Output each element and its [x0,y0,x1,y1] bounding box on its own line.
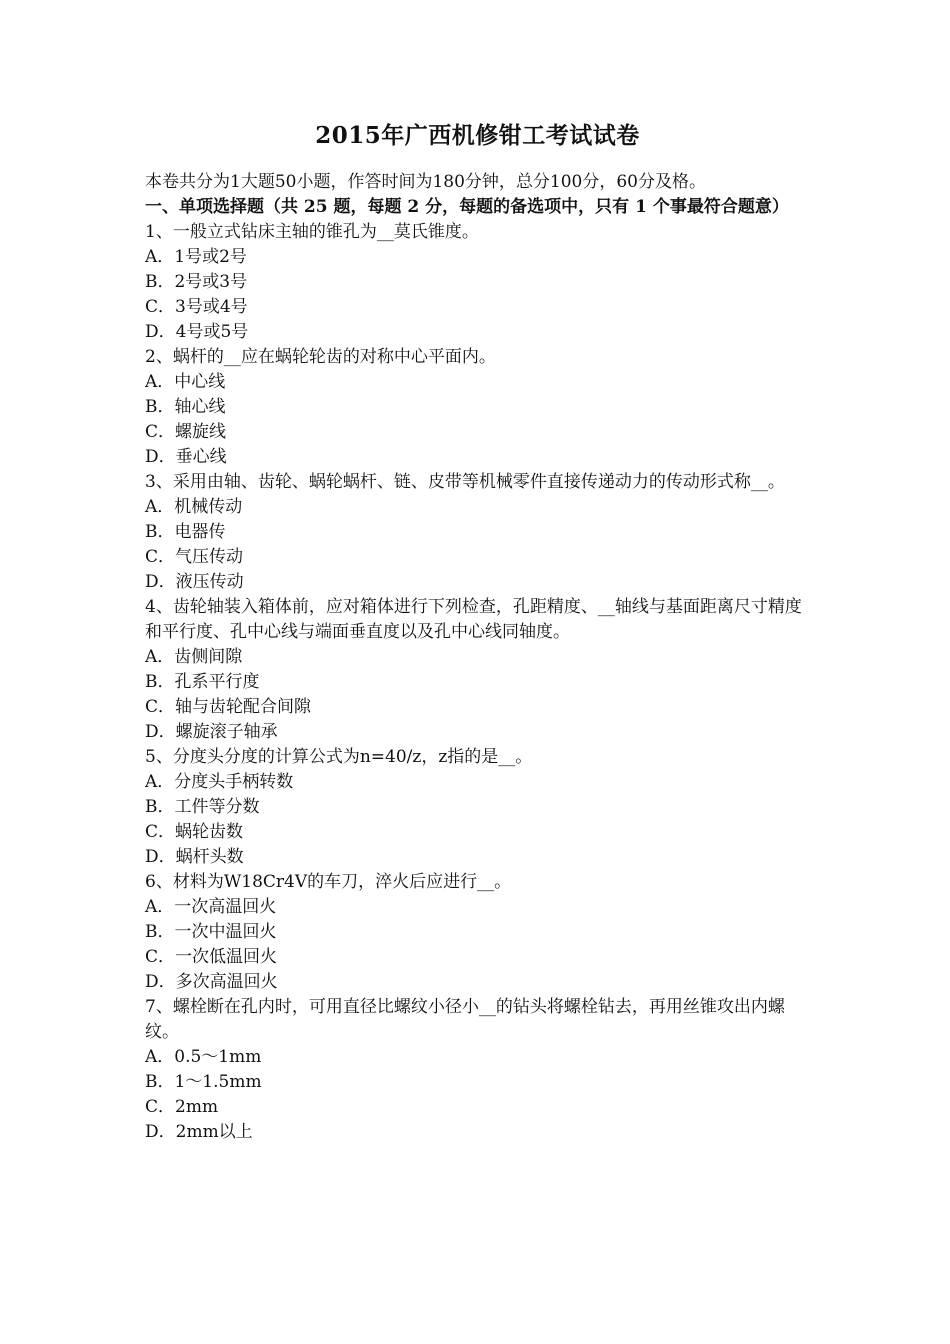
option-b: B．轴心线 [145,397,226,417]
option-d: D．多次高温回火 [145,972,278,992]
question-stem: 4、齿轮轴装入箱体前，应对箱体进行下列检查，孔距精度、__轴线与基面距离尺寸精度和平行度、孔中心线与端面垂直度以及孔中心线同轴度。 [145,597,802,642]
option-b: B．1～1.5mm [145,1072,262,1092]
option-b: B．一次中温回火 [145,922,277,942]
option-d: D．垂心线 [145,447,227,467]
option-a: A．一次高温回火 [145,897,277,917]
option-d: D．蜗杆头数 [145,847,244,867]
option-b: B．电器传 [145,522,226,542]
question-stem: 7、螺栓断在孔内时，可用直径比螺纹小径小__的钻头将螺栓钻去，再用丝锥攻出内螺纹。 [145,997,785,1042]
question-stem: 6、材料为W18Cr4V的车刀，淬火后应进行__。 [145,872,512,892]
option-a: A．分度头手柄转数 [145,772,294,792]
document-page [145,118,810,1145]
option-c: C．一次低温回火 [145,947,278,967]
document-title: 2015年广西机修钳工考试试卷 [315,122,640,149]
option-d: D．4号或5号 [145,322,249,342]
option-c: C．3号或4号 [145,297,248,317]
option-a: A．中心线 [145,372,226,392]
question-3 [145,470,810,595]
exam-intro: 本卷共分为1大题50小题，作答时间为180分钟，总分100分，60分及格。 [145,172,706,192]
question-stem: 3、采用由轴、齿轮、蜗轮蜗杆、链、皮带等机械零件直接传递动力的传动形式称__。 [145,472,785,492]
option-c: C．螺旋线 [145,422,227,442]
option-a: A．机械传动 [145,497,243,517]
question-5 [145,745,810,870]
option-d: D．螺旋滚子轴承 [145,722,278,742]
question-stem: 5、分度头分度的计算公式为n=40/z，z指的是__。 [145,747,533,767]
question-2 [145,345,810,470]
question-7 [145,995,810,1145]
option-c: C．2mm [145,1097,219,1117]
option-b: B．工件等分数 [145,797,260,817]
question-6 [145,870,810,995]
option-b: B．2号或3号 [145,272,248,292]
question-1 [145,220,810,345]
option-b: B．孔系平行度 [145,672,260,692]
option-c: C．气压传动 [145,547,244,567]
question-stem: 2、蜗杆的__应在蜗轮轮齿的对称中心平面内。 [145,347,496,367]
option-a: A．1号或2号 [145,247,247,267]
question-stem: 1、一般立式钻床主轴的锥孔为__莫氏锥度。 [145,222,479,242]
option-c: C．轴与齿轮配合间隙 [145,697,312,717]
option-c: C．蜗轮齿数 [145,822,244,842]
option-a: A．0.5～1mm [145,1047,262,1067]
question-4 [145,595,810,745]
option-d: D．2mm以上 [145,1122,253,1142]
option-d: D．液压传动 [145,572,244,592]
option-a: A．齿侧间隙 [145,647,243,667]
section-heading: 一、单项选择题（共 25 题，每题 2 分，每题的备选项中，只有 1 个事最符合题意） [145,197,789,217]
